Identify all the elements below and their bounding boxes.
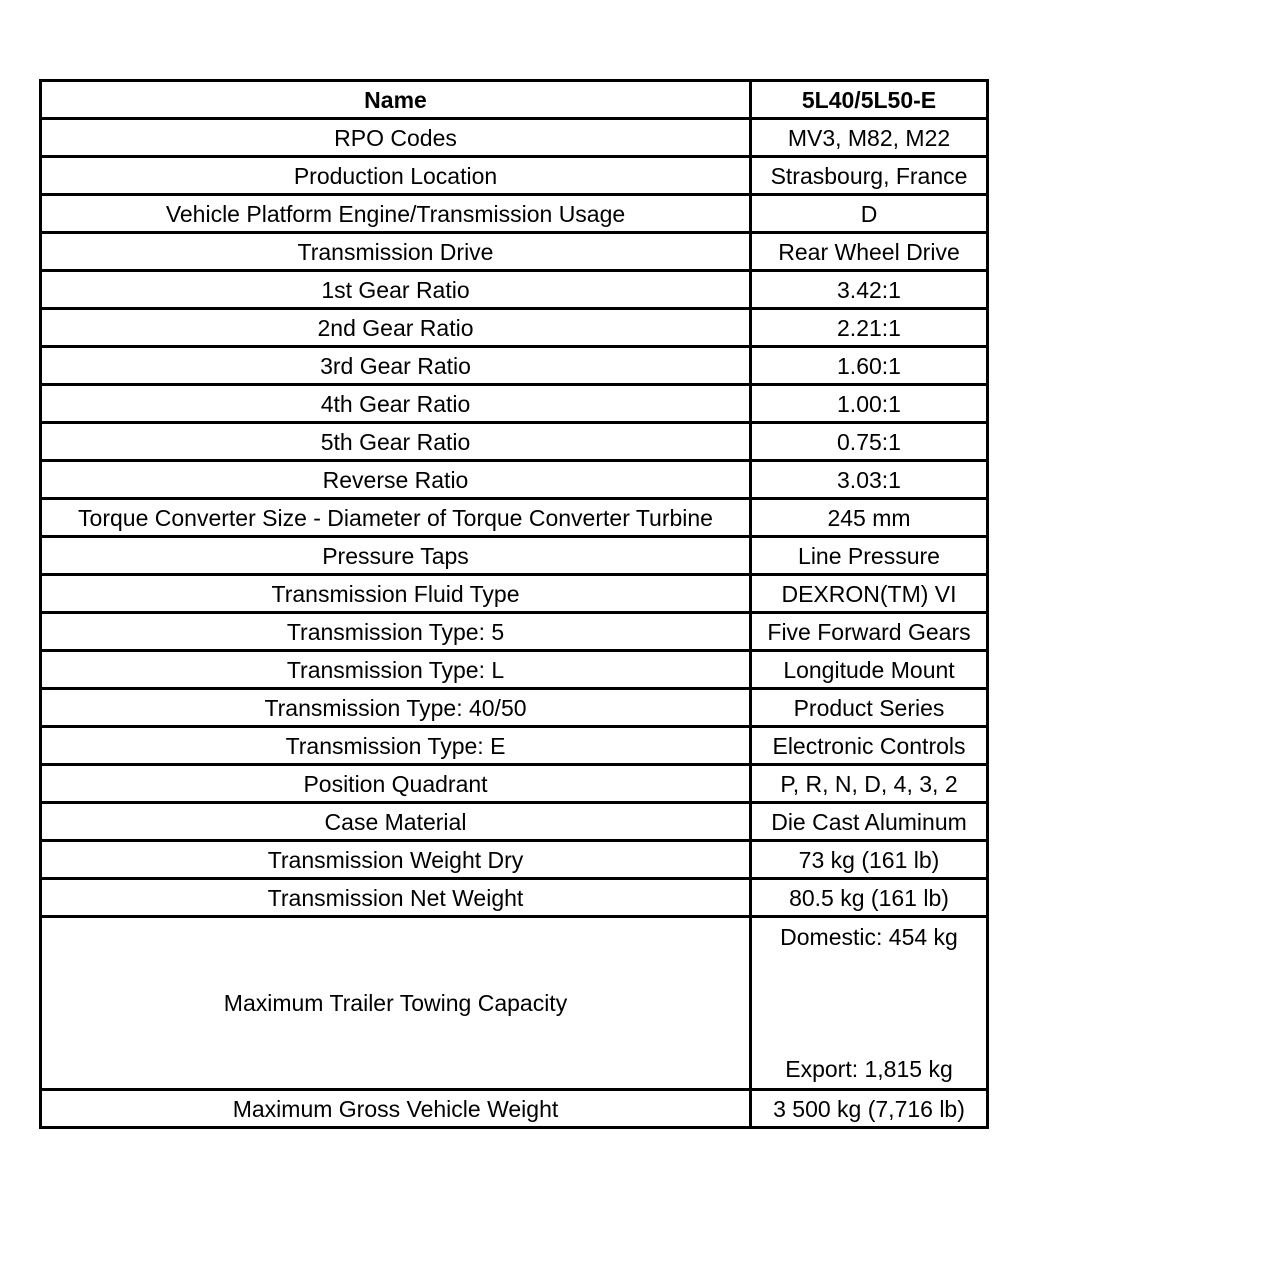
row-label: Pressure Taps [41, 537, 751, 575]
table-row [41, 841, 988, 879]
table-row [41, 879, 988, 917]
table-row [41, 423, 988, 461]
towing-capacity-values [752, 918, 986, 1088]
table-row [41, 347, 988, 385]
table-row [41, 499, 988, 537]
row-value: Die Cast Aluminum [751, 803, 988, 841]
row-value: D [751, 195, 988, 233]
row-value: 0.75:1 [751, 423, 988, 461]
header-label: Name [41, 81, 751, 119]
row-label: Transmission Type: L [41, 651, 751, 689]
row-label: 2nd Gear Ratio [41, 309, 751, 347]
row-label: Reverse Ratio [41, 461, 751, 499]
gvw-value: 3 500 kg (7,716 lb) [751, 1090, 988, 1128]
table-row [41, 309, 988, 347]
row-label: Position Quadrant [41, 765, 751, 803]
towing-domestic: Domestic: 454 kg [780, 924, 958, 950]
row-value: 1.60:1 [751, 347, 988, 385]
row-value: P, R, N, D, 4, 3, 2 [751, 765, 988, 803]
row-label: RPO Codes [41, 119, 751, 157]
row-value: 1.00:1 [751, 385, 988, 423]
table-row [41, 803, 988, 841]
row-label: 5th Gear Ratio [41, 423, 751, 461]
row-label: 4th Gear Ratio [41, 385, 751, 423]
row-label: Production Location [41, 157, 751, 195]
row-label: Vehicle Platform Engine/Transmission Usage [41, 195, 751, 233]
table-row [41, 613, 988, 651]
table-row [41, 119, 988, 157]
towing-capacity-row [41, 917, 988, 1090]
row-label: Transmission Net Weight [41, 879, 751, 917]
table-row [41, 765, 988, 803]
table-row [41, 689, 988, 727]
row-value: Electronic Controls [751, 727, 988, 765]
transmission-spec-table [39, 79, 989, 1129]
table-row [41, 575, 988, 613]
row-value: DEXRON(TM) VI [751, 575, 988, 613]
gvw-label: Maximum Gross Vehicle Weight [41, 1090, 751, 1128]
table-row [41, 195, 988, 233]
row-label: 3rd Gear Ratio [41, 347, 751, 385]
header-value: 5L40/5L50-E [751, 81, 988, 119]
row-value: 80.5 kg (161 lb) [751, 879, 988, 917]
table-row [41, 385, 988, 423]
gvw-row [41, 1090, 988, 1128]
row-label: Transmission Type: 40/50 [41, 689, 751, 727]
row-value: 73 kg (161 lb) [751, 841, 988, 879]
row-label: Torque Converter Size - Diameter of Torque Converter Turbine [41, 499, 751, 537]
row-label: Transmission Weight Dry [41, 841, 751, 879]
table-row [41, 727, 988, 765]
towing-capacity-label: Maximum Trailer Towing Capacity [41, 917, 751, 1090]
towing-capacity-value [751, 917, 988, 1090]
table-row [41, 461, 988, 499]
row-value: 3.03:1 [751, 461, 988, 499]
row-label: Transmission Type: 5 [41, 613, 751, 651]
row-value: 2.21:1 [751, 309, 988, 347]
table-header-row [41, 81, 988, 119]
row-label: Transmission Drive [41, 233, 751, 271]
row-label: Transmission Type: E [41, 727, 751, 765]
row-value: 3.42:1 [751, 271, 988, 309]
row-label: Case Material [41, 803, 751, 841]
row-value: Longitude Mount [751, 651, 988, 689]
row-value: MV3, M82, M22 [751, 119, 988, 157]
table-row [41, 271, 988, 309]
row-value: Strasbourg, France [751, 157, 988, 195]
spec-table-body [41, 81, 988, 1128]
row-value: Product Series [751, 689, 988, 727]
table-row [41, 651, 988, 689]
towing-export: Export: 1,815 kg [785, 1056, 953, 1082]
row-value: Rear Wheel Drive [751, 233, 988, 271]
row-label: 1st Gear Ratio [41, 271, 751, 309]
row-label: Transmission Fluid Type [41, 575, 751, 613]
table-row [41, 157, 988, 195]
row-value: Five Forward Gears [751, 613, 988, 651]
table-row [41, 233, 988, 271]
row-value: 245 mm [751, 499, 988, 537]
row-value: Line Pressure [751, 537, 988, 575]
table-row [41, 537, 988, 575]
